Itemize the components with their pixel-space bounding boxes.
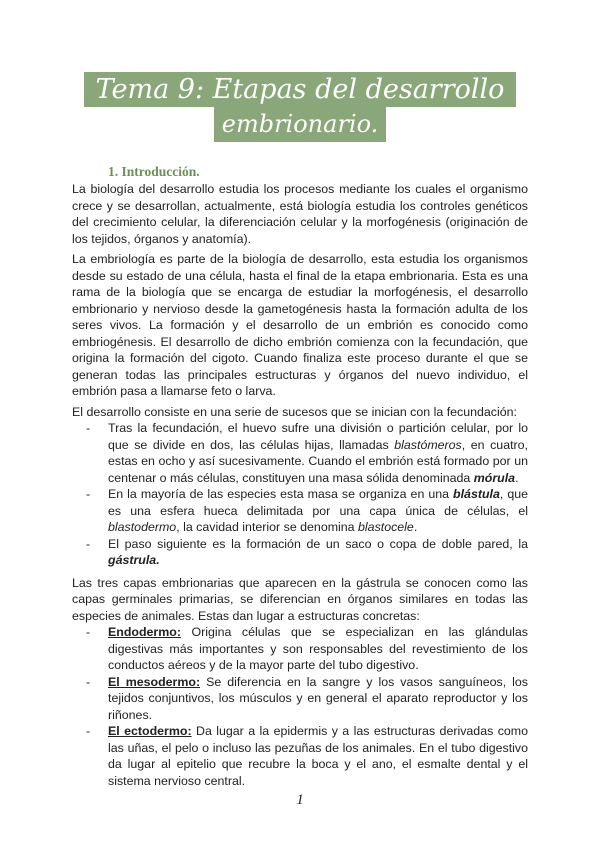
term-blastodermo: blastodermo [108,520,177,534]
term-mesodermo: El mesodermo: [108,674,201,689]
term-blastula: blástula [453,487,500,501]
term-blastocele: blastocele [358,520,414,534]
title-line-2: embrionario. [214,107,387,142]
document-body [72,181,528,795]
layers-list [72,624,528,789]
list-item: - El ectodermo: Da lugar a la epidermis y a las estructuras derivadas como las uñas, el pelo o incluso las pezuñas de los animales. En el tubo digestivo da lugar al epitelio que recubre la boca y el ano, el esmalte dental y el sistema nervioso central. [72,723,528,789]
term-endodermo: Endodermo: [108,625,181,639]
title-line-1: Tema 9: Etapas del desarrollo [84,72,517,107]
term-morula: mórula [473,470,516,485]
term-ectodermo: El ectodermo: [108,724,192,738]
list-item: - En la mayoría de las especies esta masa se organiza en una blástula, que es una esfera hueca delimitada por una capa única de células, el blastodermo, la cavidad interior se denomina blastocele. [72,486,528,536]
document-title [0,72,600,142]
paragraph-intro: La biología del desarrollo estudia los procesos mediante los cuales el organismo crece y se desarrollan, actualmente, está biología estudia los controles genéticos del crecimiento celular, la diferenciación celular y la morfogénesis (originación de los tejidos, órganos y anatomía). [72,182,528,246]
list-item: - El mesodermo: Se diferencia en la sangre y los vasos sanguíneos, los tejidos conjuntivos, los músculos y en general el aparato reproductor y los riñones. [72,674,528,724]
paragraph-desarrollo: El desarrollo consiste en una serie de sucesos que se inician con la fecundación: [72,404,517,419]
stages-list [72,420,528,569]
section-heading: 1. Introducción. [108,164,200,179]
paragraph-embriologia: La embriología es parte de la biología de desarrollo, esta estudia los organismos desde su estado de una célula, hasta el final de la etapa embrionaria. Esta es una rama de la biología que se encarga de estudiar la morfogénesis, el desarrollo embrionario y nervioso desde la gametogénesis hasta la formación adulta de los seres vivos. La formación y el desarrollo de un embrión es conocido como embriogénesis. El desarrollo de dicho embrión comienza con la fecundación, que origina la formación del cigoto. Cuando finaliza este proceso durante el que se generan todas las principales estructuras y órganos del nuevo individuo, el embrión pasa a llamarse feto o larva. [72,252,528,398]
list-item: - El paso siguiente es la formación de un saco o copa de doble pared, la gástrula. [72,536,528,569]
list-item: - Endodermo: Origina células que se especializan en las glándulas digestivas más importantes y son responsables del revestimiento de los conductos aéreos y de la mayor parte del tubo digestivo. [72,624,528,674]
paragraph-capas: Las tres capas embrionarias que aparecen en la gástrula se conocen como las capas germinales primarias, se diferencian en órganos similares en todas las especies de animales. Estas dan lugar a estructuras concretas: [72,575,528,623]
term-gastrula: gástrula. [108,553,160,567]
term-blastomeros: blastómeros [394,437,462,452]
page-number: 1 [296,792,304,808]
list-item: - Tras la fecundación, el huevo sufre una división o partición celular, por lo que se divide en dos, las células hijas, llamadas blastómeros, en cuatro, estas en ocho y así sucesivamente. Cuando el embrión está formado por un centenar o más células, constituyen una masa sólida denominada mórula. [72,420,528,486]
